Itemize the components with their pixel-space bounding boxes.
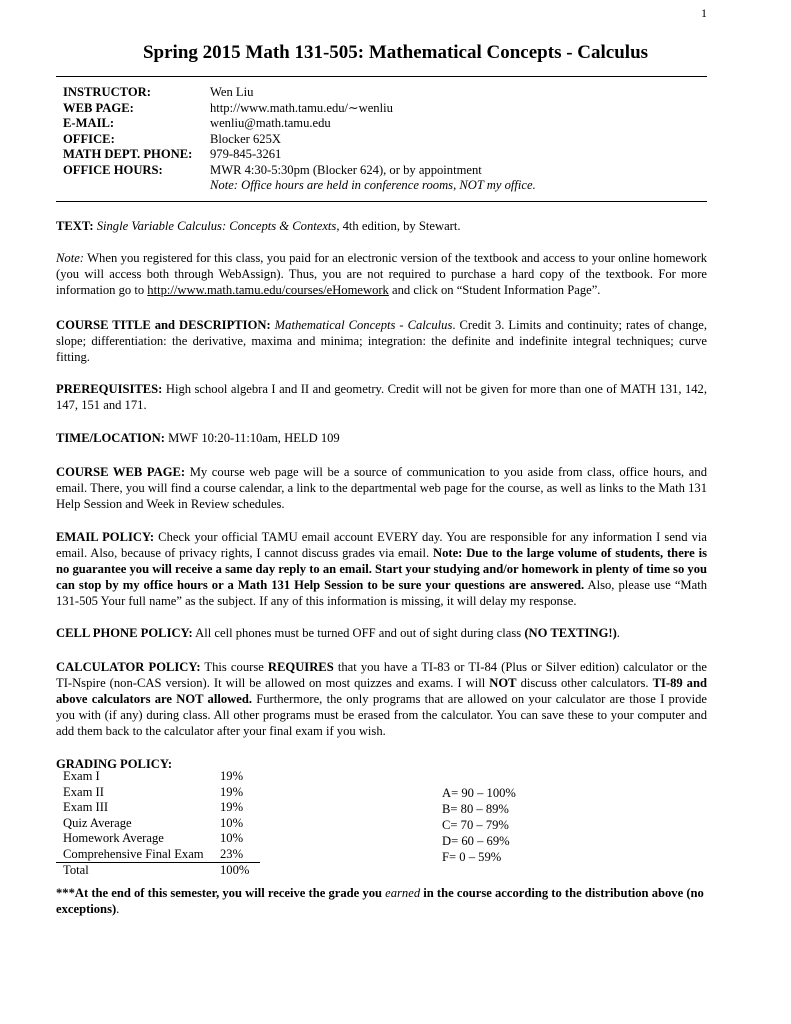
table-row: Homework Average 10%: [63, 831, 244, 845]
info-value: Wen Liu: [210, 85, 254, 99]
grade-scale-item: C= 70 – 79%: [442, 818, 509, 832]
table-row: Exam II 19%: [63, 784, 244, 799]
section-label: TEXT:: [56, 219, 94, 233]
total-row: Total 100%: [56, 863, 260, 879]
section-label: CALCULATOR POLICY:: [56, 660, 201, 674]
grade-scale-item: B= 80 – 89%: [442, 802, 509, 816]
section-label: EMAIL POLICY:: [56, 530, 155, 544]
info-value: 979-845-3261: [210, 147, 282, 161]
info-row-instructor: [63, 85, 536, 101]
info-row-phone: [63, 147, 536, 163]
info-label: MATH DEPT. PHONE:: [63, 147, 193, 161]
grade-scale-item: A= 90 – 100%: [442, 786, 516, 800]
section-label: COURSE WEB PAGE:: [56, 465, 186, 479]
info-row-email: [63, 116, 536, 132]
course-title: Mathematical Concepts - Calculus: [274, 318, 453, 332]
web-page-url: http://www.math.tamu.edu/∼wenliu: [210, 100, 393, 115]
info-label: E-MAIL:: [63, 116, 115, 130]
section-label: COURSE TITLE and DESCRIPTION:: [56, 318, 271, 332]
email-policy-section: EMAIL POLICY: Check your official TAMU email account EVERY day. You are responsible for any information I send via email. Also, because of privacy rights, I cannot discuss grades via email. Note: Due to the large volume of students, there is no guarantee you will receive a same day reply to an email. Start your studying and/or homework in plenty of time so you can stop by my office hours or a Math 131 Help Session to be sure your questions are answered. Also, please use “Math 131-505 Your full name” as the subject. If any of this information is missing, it will delay my response.: [56, 530, 707, 608]
info-label: OFFICE HOURS:: [63, 162, 163, 177]
note-label: Note:: [56, 251, 84, 265]
time-location-section: TIME/LOCATION: MWF 10:20-11:10am, HELD 109: [56, 431, 340, 445]
top-divider: [56, 76, 707, 77]
info-divider: [56, 201, 707, 202]
grade-scale-item: F= 0 – 59%: [442, 850, 502, 864]
cell-phone-policy-section: CELL PHONE POLICY: All cell phones must be turned OFF and out of sight during class (NO TEXTING!).: [56, 626, 620, 640]
section-label: CELL PHONE POLICY:: [56, 626, 193, 640]
grade-weights-table: [56, 769, 260, 879]
table-row: Comprehensive Final Exam 23%: [63, 846, 244, 861]
email-address: wenliu@math.tamu.edu: [210, 116, 331, 130]
calculator-policy-section: CALCULATOR POLICY: This course REQUIRES that you have a TI-83 or TI-84 (Plus or Silver edition) calculator or the TI-Nspire (non-CAS version). It will be allowed on most quizzes and exams. I will NOT discuss other calculators. TI-89 and above calculators are NOT allowed. Furthermore, the only programs that are allowed on your calculator are those I provide you with (if any) during class. All other programs must be erased from the calculator. You can save these to your computer and add them back to the calculator after your final exam if you wish.: [56, 660, 707, 738]
grading-policy-heading: GRADING POLICY:: [56, 757, 173, 771]
info-row-office-hours: [63, 163, 536, 179]
info-label: INSTRUCTOR:: [63, 85, 151, 99]
table-row: Exam I 19%: [63, 769, 244, 783]
course-description-section: COURSE TITLE and DESCRIPTION: Mathematical Concepts - Calculus. Credit 3. Limits and continuity; rates of change, slope; differentiation: the derivative, maxima and minima; integration: the definite and indefinite integral techniques; curve fitting.: [56, 318, 707, 364]
info-row-office: [63, 132, 536, 148]
text-section: TEXT: Single Variable Calculus: Concepts & Contexts, 4th edition, by Stewart.: [56, 219, 461, 233]
section-label: PREREQUISITES:: [56, 382, 163, 396]
table-row: Quiz Average 10%: [63, 815, 244, 830]
instructor-info: [63, 85, 536, 194]
final-grade-note: ***At the end of this semester, you will receive the grade you earned in the course according to the distribution above (no exceptions).: [56, 886, 704, 916]
textbook-title: Single Variable Calculus: Concepts & Contexts: [96, 219, 337, 233]
info-value: Blocker 625X: [210, 131, 281, 146]
prerequisites-section: PREREQUISITES: High school algebra I and II and geometry. Credit will not be given for more than one of MATH 131, 142, 147, 151 and 171.: [56, 382, 707, 412]
office-hours-note: Note: Office hours are held in conference rooms, NOT my office.: [210, 178, 536, 192]
page-title: Spring 2015 Math 131-505: Mathematical Concepts - Calculus: [142, 42, 649, 63]
table-row: Exam III 19%: [63, 800, 244, 814]
section-label: TIME/LOCATION:: [56, 431, 165, 445]
grade-scale-item: D= 60 – 69%: [442, 834, 510, 848]
note-section: Note: When you registered for this class, you paid for an electronic version of the textbook and access to your online homework (you will access both through WebAssign). Thus, you are not required to purchase a hard copy of the textbook. For more information go to http://www.math.tamu.edu/courses/eHomework and click on “Student Information Page”.: [56, 251, 707, 297]
course-web-page-section: COURSE WEB PAGE: My course web page will be a source of communication to you aside from class, office hours, and email. There, you will find a course calendar, a link to the departmental web page for the course, as well as links to the Math 131 Help Session and Week in Review schedules.: [56, 465, 707, 511]
info-label: WEB PAGE:: [63, 100, 134, 115]
grade-scale: [442, 785, 516, 865]
info-row-web-page: [63, 101, 536, 117]
info-row-office-hours-note: [63, 178, 536, 194]
info-label: OFFICE:: [63, 131, 115, 146]
ehomework-link[interactable]: http://www.math.tamu.edu/courses/eHomework: [147, 283, 389, 297]
info-value: MWR 4:30-5:30pm (Blocker 624), or by appointment: [210, 162, 482, 177]
page-number: 1: [701, 6, 707, 20]
